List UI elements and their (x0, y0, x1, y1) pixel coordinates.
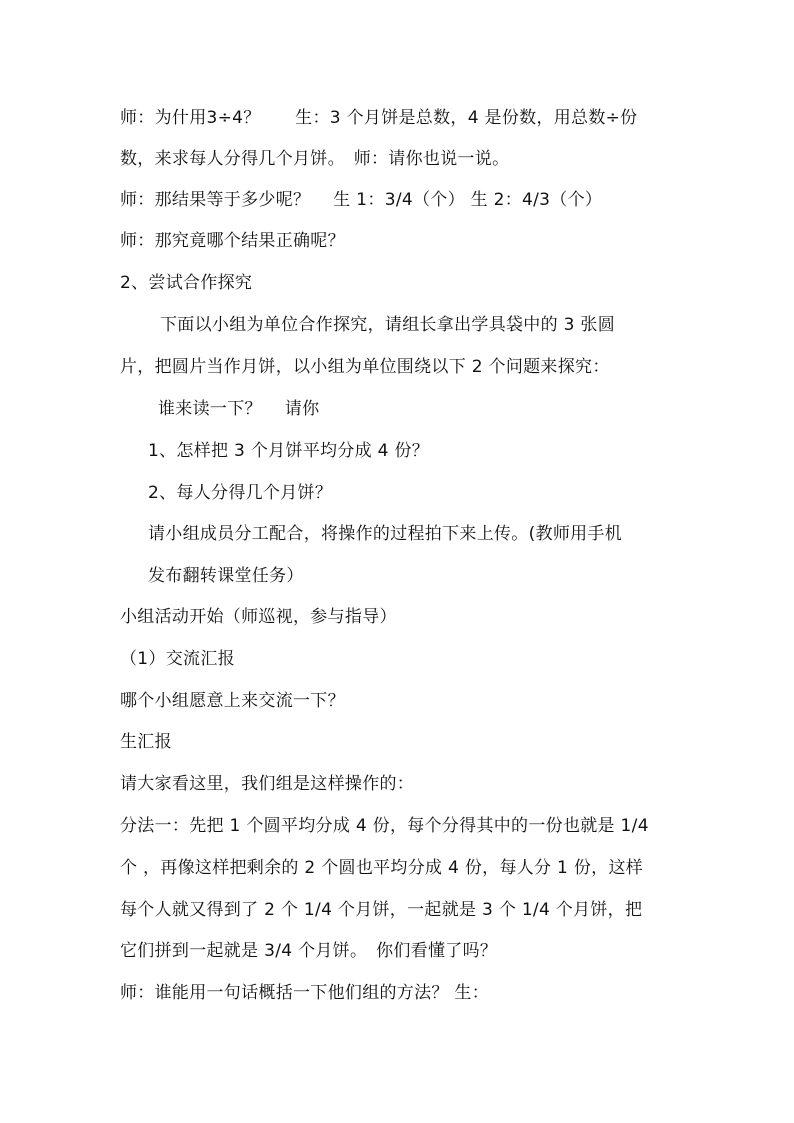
activity-line: 小组活动开始（师巡视，参与指导） (120, 607, 397, 627)
method-line-4: 它们拼到一起就是 3/4 个月饼。 你们看懂了吗？ (120, 941, 498, 961)
section-heading: 2、尝试合作探究 (120, 273, 253, 293)
prompt-line: 谁来读一下？ 请你 (158, 399, 320, 419)
method-line-2: 个 ，再像这样把剩余的 2 个圆也平均分成 4 份，每人分 1 份，这样 (120, 858, 644, 878)
dialogue-line-1: 师：为什用3÷4？ 生：3 个月饼是总数，4 是份数，用总数÷份 (120, 108, 638, 128)
question-2: 2、每人分得几个月饼？ (148, 483, 333, 503)
question-1: 1、怎样把 3 个月饼平均分成 4 份？ (148, 441, 430, 461)
dialogue-line-3: 师：那结果等于多少呢？ 生 1：3/4（个） 生 2：4/3（个） (120, 190, 603, 210)
paragraph-line-2: 片，把圆片当作月饼，以小组为单位围绕以下 2 个问题来探究： (120, 357, 610, 377)
instruction-line-2: 发布翻转课堂任务） (148, 566, 304, 586)
question-line: 哪个小组愿意上来交流一下？ (120, 691, 345, 711)
student-report-line: 生汇报 (120, 732, 172, 752)
method-line-3: 每个人就又得到了 2 个 1/4 个月饼，一起就是 3 个 1/4 个月饼，把 (120, 900, 643, 920)
instruction-line-1: 请小组成员分工配合，将操作的过程拍下来上传。(教师用手机 (148, 524, 623, 544)
teacher-question-line: 师：谁能用一句话概括一下他们组的方法？ 生： (120, 983, 490, 1003)
paragraph-line-1: 下面以小组为单位合作探究，请组长拿出学具袋中的 3 张圆 (160, 315, 616, 335)
report-heading: （1）交流汇报 (120, 649, 235, 669)
method-line-1: 分法一：先把 1 个圆平均分成 4 份，每个分得其中的一份也就是 1/4 (120, 816, 649, 836)
dialogue-line-4: 师：那究竟哪个结果正确呢？ (120, 231, 345, 251)
explanation-line-1: 请大家看这里，我们组是这样操作的： (120, 774, 415, 794)
dialogue-line-2: 数，来求每人分得几个月饼。 师：请你也说一说。 (120, 149, 510, 169)
